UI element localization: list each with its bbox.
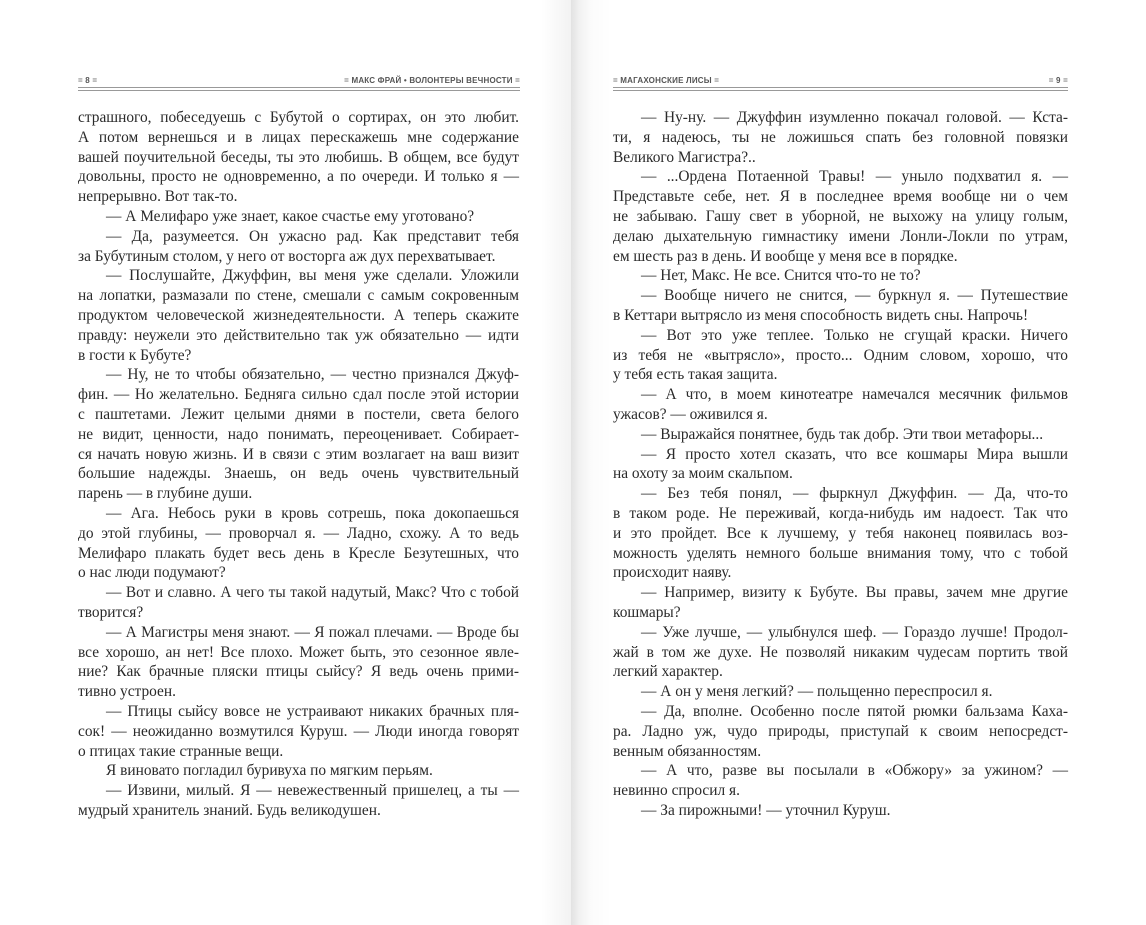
text-line: большие надежды. Знаешь, он ведь очень чувствительный: [78, 465, 519, 483]
text-line: ем шесть раз в день. И вообще у меня все в порядке.: [613, 247, 958, 265]
paragraph: [613, 583, 1068, 623]
text-line: — Ну, не то чтобы обязательно, — честно признался Джуф-: [106, 366, 519, 384]
running-head-text: МАКС ФРАЙ • ВОЛОНТЕРЫ ВЕЧНОСТИ: [351, 75, 513, 85]
text-line: не забываю. Гашу свет в уборной, не выхожу на улицу голым,: [613, 207, 1068, 225]
text-line: на лопатки, размазали по стене, смешали с самым сокровенным: [78, 287, 519, 305]
text-line: — А что, в моем кинотеатре намечался месячник фильмов: [641, 386, 1068, 404]
text-line: невинно спросил я.: [613, 782, 740, 800]
running-head: = МАКС ФРАЙ • ВОЛОНТЕРЫ ВЕЧНОСТИ =: [344, 75, 520, 85]
text-line: — Ну-ну. — Джуффин изумленно покачал головой. — Кста-: [641, 109, 1068, 126]
left-page: [0, 0, 571, 925]
paragraph: [613, 326, 1068, 385]
paragraph: [78, 266, 519, 365]
text-line: за Бубутиным столом, у него от восторга аж дух перехватывает.: [78, 247, 496, 265]
text-line: можность уделять немного больше внимания тому, что с тобой: [613, 544, 1068, 562]
text-line: все хорошо, ан нет! Все плохо. Может быть, это сезонное явле-: [78, 643, 519, 661]
right-page: [571, 0, 1146, 925]
page-number-value: 8: [85, 75, 90, 85]
text-line: — Вот это уже теплее. Только не сгущай краски. Ничего: [641, 326, 1068, 344]
text-line: — Послушайте, Джуффин, вы меня уже сделали. Уложили: [106, 267, 519, 285]
paragraph: [78, 702, 519, 761]
paragraph: [78, 207, 519, 227]
text-line: А потом вернешься и в лицах перескажешь мне содержание: [78, 128, 519, 146]
text-line: Великого Магистра?..: [613, 148, 756, 166]
paragraph: [613, 702, 1068, 761]
text-line: — Уже лучше, — улыбнулся шеф. — Гораздо лучше! Продол-: [641, 623, 1068, 641]
text-line: — Ага. Небось руки в кровь сотрешь, пока докопаешься: [106, 504, 519, 522]
text-line: — ...Ордена Потаенной Травы! — уныло подхватил я. —: [641, 168, 1068, 186]
paragraph: [78, 761, 519, 781]
header-double-rule: [613, 87, 1068, 91]
page-number: = 9 =: [1048, 75, 1068, 85]
text-line: с паштетами. Лежит целыми днями в постели, света белого: [78, 405, 519, 423]
text-line: — А Мелифаро уже знает, какое счастье ему уготовано?: [106, 207, 475, 225]
text-line: делаю дыхательную гимнастику имени Лонли-Локли по утрам,: [613, 227, 1068, 245]
text-line: ся начать новую жизнь. И в связи с этим возлагает на ваш визит: [78, 445, 519, 463]
text-line: тивно устроен.: [78, 683, 176, 701]
text-line: правду: неужели это действительно так уж обязательно — идти: [78, 326, 519, 344]
paragraph: [613, 484, 1068, 583]
paragraph: [613, 167, 1068, 266]
text-line: ти, я надеюсь, ты не ложишься спать без головной повязки: [613, 128, 1068, 146]
paragraph: [613, 286, 1068, 326]
paragraph: [78, 583, 519, 623]
text-line: венным обязанностям.: [613, 742, 762, 760]
page-number: = 8 =: [78, 75, 98, 85]
text-line: страшного, побеседуешь с Бубутой о сортирах, он это любит.: [78, 109, 519, 126]
text-line: кошмары?: [613, 603, 681, 621]
text-line: непрерывно. Вот так-то.: [78, 188, 238, 206]
paragraph: [78, 365, 519, 504]
text-line: и это пройдет. Все к лучшему, у тебя наконец появилась воз-: [613, 524, 1068, 542]
text-line: — Например, визиту к Бубуте. Вы правы, зачем мне другие: [641, 584, 1068, 602]
text-line: — А что, разве вы посылали в «Обжору» за ужином? —: [641, 762, 1068, 780]
text-line: Мелифаро плакать будет весь день в Кресле Безутешных, что: [78, 544, 519, 562]
body-text: [613, 108, 1068, 821]
text-line: фин. — Но желательно. Бедняга сильно сдал после этой истории: [78, 386, 519, 404]
paragraph: [613, 108, 1068, 167]
paragraph: [78, 227, 519, 267]
text-line: ра. Ладно уж, чудо природы, приступай к своим непосредст-: [613, 722, 1068, 740]
text-line: о птицах такие странные вещи.: [78, 742, 284, 760]
text-line: Представьте себе, нет. Я в последнее время вообще ни о чем: [613, 188, 1068, 206]
body-text: [78, 108, 519, 821]
text-line: сок! — неожиданно возмутился Куруш. — Люди иногда говорят: [78, 722, 519, 740]
paragraph: [613, 801, 1068, 821]
text-line: ние? Как брачные пляски птицы сыйсу? Я ведь очень прими-: [78, 663, 519, 681]
text-line: творится?: [78, 603, 144, 621]
text-line: Я виновато погладил буривуха по мягким перьям.: [106, 762, 433, 780]
text-line: в таком роде. Не переживай, когда-нибудь им надоест. Так что: [613, 504, 1068, 522]
text-line: жай в том же духе. Не позволяй никаким чудесам портить твой: [613, 643, 1068, 661]
text-line: легкий характер.: [613, 663, 723, 681]
running-head-text: МАГАХОНСКИЕ ЛИСЫ: [620, 75, 712, 85]
paragraph: [613, 266, 1068, 286]
text-line: — Птицы сыйсу вовсе не устраивают никаких брачных пля-: [106, 702, 519, 720]
paragraph: [613, 623, 1068, 682]
text-line: — Вот и славно. А чего ты такой надутый, Макс? Что с тобой: [106, 584, 519, 602]
text-line: не видит, ценности, надо понимать, переоценивает. Собирает-: [78, 425, 519, 443]
text-line: в Кеттари вытрясло из меня способность видеть сны. Напрочь!: [613, 306, 1029, 324]
text-line: в гости к Бубуте?: [78, 346, 192, 364]
paragraph: [78, 781, 519, 821]
text-line: — Да, вполне. Особенно после пятой рюмки бальзама Каха-: [641, 702, 1068, 720]
paragraph: [613, 425, 1068, 445]
text-line: на охоту за моим скальпом.: [613, 465, 793, 483]
page-header: [613, 74, 1068, 86]
text-line: — Да, разумеется. Он ужасно рад. Как представит тебя: [106, 227, 519, 245]
paragraph: [613, 761, 1068, 801]
text-line: продуктом человеческой жизнедеятельности. А теперь скажите: [78, 306, 519, 324]
text-line: парень — в глубине души.: [78, 485, 253, 503]
header-double-rule: [78, 87, 520, 91]
text-line: — Вообще ничего не снится, — буркнул я. — Путешествие: [641, 287, 1068, 305]
paragraph: [78, 623, 519, 702]
text-line: — За пирожными! — уточнил Куруш.: [641, 801, 891, 819]
text-line: до этой глубины, — проворчал я. — Ладно, схожу. А то ведь: [78, 524, 519, 542]
text-line: из тебя не «вытрясло», просто... Одним словом, хорошо, что: [613, 346, 1068, 364]
text-line: — А он у меня легкий? — польщенно переспросил я.: [641, 683, 993, 701]
page-header: [78, 74, 520, 86]
paragraph: [613, 682, 1068, 702]
paragraph: [613, 445, 1068, 485]
text-line: — Без тебя понял, — фыркнул Джуффин. — Да, что-то: [641, 485, 1068, 503]
text-line: — А Магистры меня знают. — Я пожал плечами. — Вроде бы: [106, 623, 519, 641]
paragraph: [78, 108, 519, 207]
text-line: вашей поучительной беседы, ты это любишь. В общем, все будут: [78, 148, 519, 166]
text-line: — Я просто хотел сказать, что все кошмары Мира вышли: [641, 445, 1068, 463]
page-number-value: 9: [1056, 75, 1061, 85]
text-line: о нас люди подумают?: [78, 564, 226, 582]
paragraph: [613, 385, 1068, 425]
text-line: — Выражайся понятнее, будь так добр. Эти твои метафоры...: [641, 425, 1044, 443]
paragraph: [78, 504, 519, 583]
text-line: — Извини, милый. Я — невежественный пришелец, а ты —: [106, 782, 519, 800]
text-line: — Нет, Макс. Не все. Снится что-то не то?: [641, 267, 921, 285]
text-line: происходит наяву.: [613, 564, 732, 582]
text-line: ужасов? — оживился я.: [613, 405, 768, 423]
text-line: у тебя есть такая защита.: [613, 366, 778, 384]
text-line: довольны, просто не одновременно, а по очереди. И только я —: [78, 168, 519, 186]
running-head: = МАГАХОНСКИЕ ЛИСЫ =: [613, 75, 720, 85]
text-line: мудрый хранитель знаний. Будь великодушен.: [78, 801, 381, 819]
